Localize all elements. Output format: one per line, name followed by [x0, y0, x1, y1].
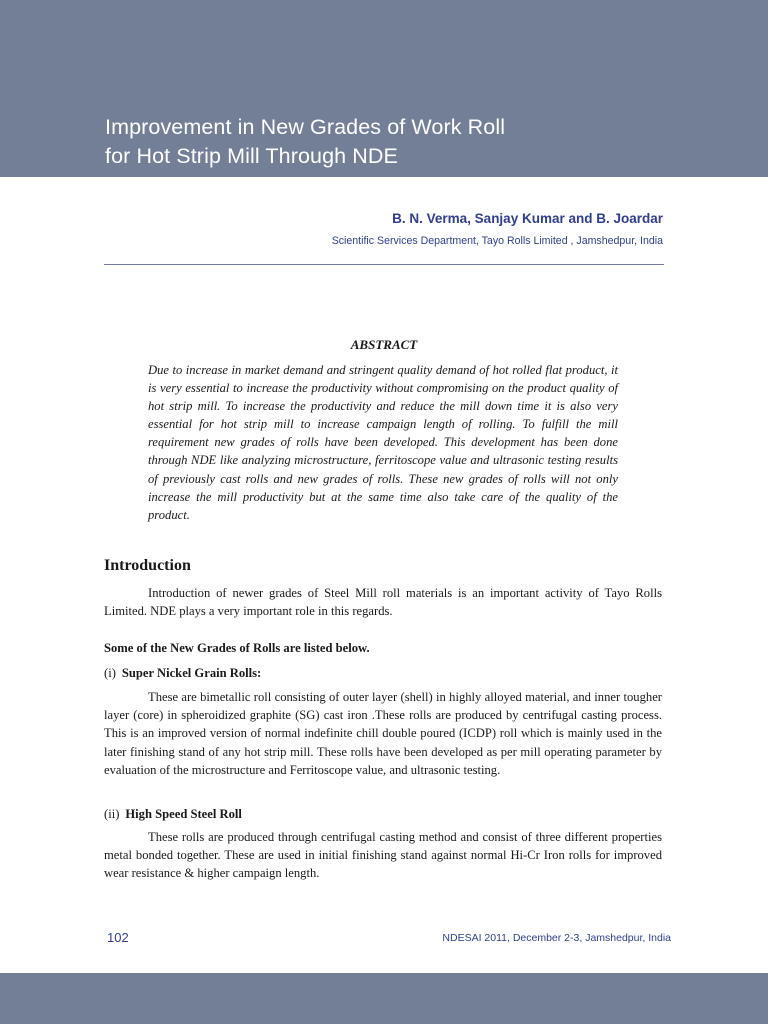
grade-item-1-name: Super Nickel Grain Rolls:	[121, 666, 262, 680]
grade-item-2-text: These rolls are produced through centrifugal casting method and consist of three different properties metal bonded together. These are used in initial finishing stand against normal Hi-Cr Iron rolls for improved wear resistance & higher campaign length.	[104, 830, 662, 881]
footer-band	[0, 973, 768, 1024]
grade-item-1-text: These are bimetallic roll consisting of outer layer (shell) in highly alloyed material, and inner tougher layer (core) in spheroidized graphite (SG) cast iron .These rolls are produced by centrifugal casting process. This is an improved version of normal indefinite chill double poured (ICDP) roll which is mainly used in the later finishing stand of any hot strip mill. These rolls have been developed as per mill operating parameter by evaluation of the microstructure and Ferritoscope value, and ultrasonic testing.	[104, 690, 662, 777]
affiliation: Scientific Services Department, Tayo Rolls Limited , Jamshedpur, India	[331, 235, 663, 247]
conference-footer: NDESAI 2011, December 2-3, Jamshedpur, India	[442, 932, 671, 944]
title-line-1: Improvement in New Grades of Work Roll	[105, 115, 506, 139]
abstract-heading: ABSTRACT	[350, 337, 418, 352]
authors: B. N. Verma, Sanjay Kumar and B. Joardar	[392, 211, 663, 226]
introduction-heading: Introduction	[104, 557, 191, 574]
grade-item-2-number: (ii)	[104, 807, 120, 821]
abstract-body: Due to increase in market demand and stringent quality demand of hot rolled flat product, it is very essential to increase the productivity without compromising on the product quality of hot strip mill. To increase the productivity and reduce the mill down time it is also very essential for hot strip mill to increase campaign length of rolling. To fulfill the mill requirement new grades of rolls have been developed. This development has been done through NDE like analyzing microstructure, ferritoscope value and ultrasonic testing results of previously cast rolls and new grades of rolls. These new grades of rolls will not only increase the mill productivity but at the same time also take care of the quality of the product.	[148, 363, 618, 522]
grade-item-1-number: (i)	[104, 666, 116, 680]
header-divider	[104, 264, 664, 265]
title-line-2: for Hot Strip Mill Through NDE	[105, 144, 398, 168]
paper-title	[105, 113, 705, 171]
grade-item-2-heading	[104, 807, 242, 822]
introduction-paragraph: Introduction of newer grades of Steel Mill roll materials is an important activity of Tayo Rolls Limited. NDE plays a very important role in this regards.	[104, 586, 662, 619]
grades-list-heading: Some of the New Grades of Rolls are listed below.	[104, 641, 370, 655]
grade-item-2-name: High Speed Steel Roll	[125, 807, 242, 821]
grade-item-1-heading	[104, 666, 261, 681]
page-number: 102	[107, 930, 129, 945]
